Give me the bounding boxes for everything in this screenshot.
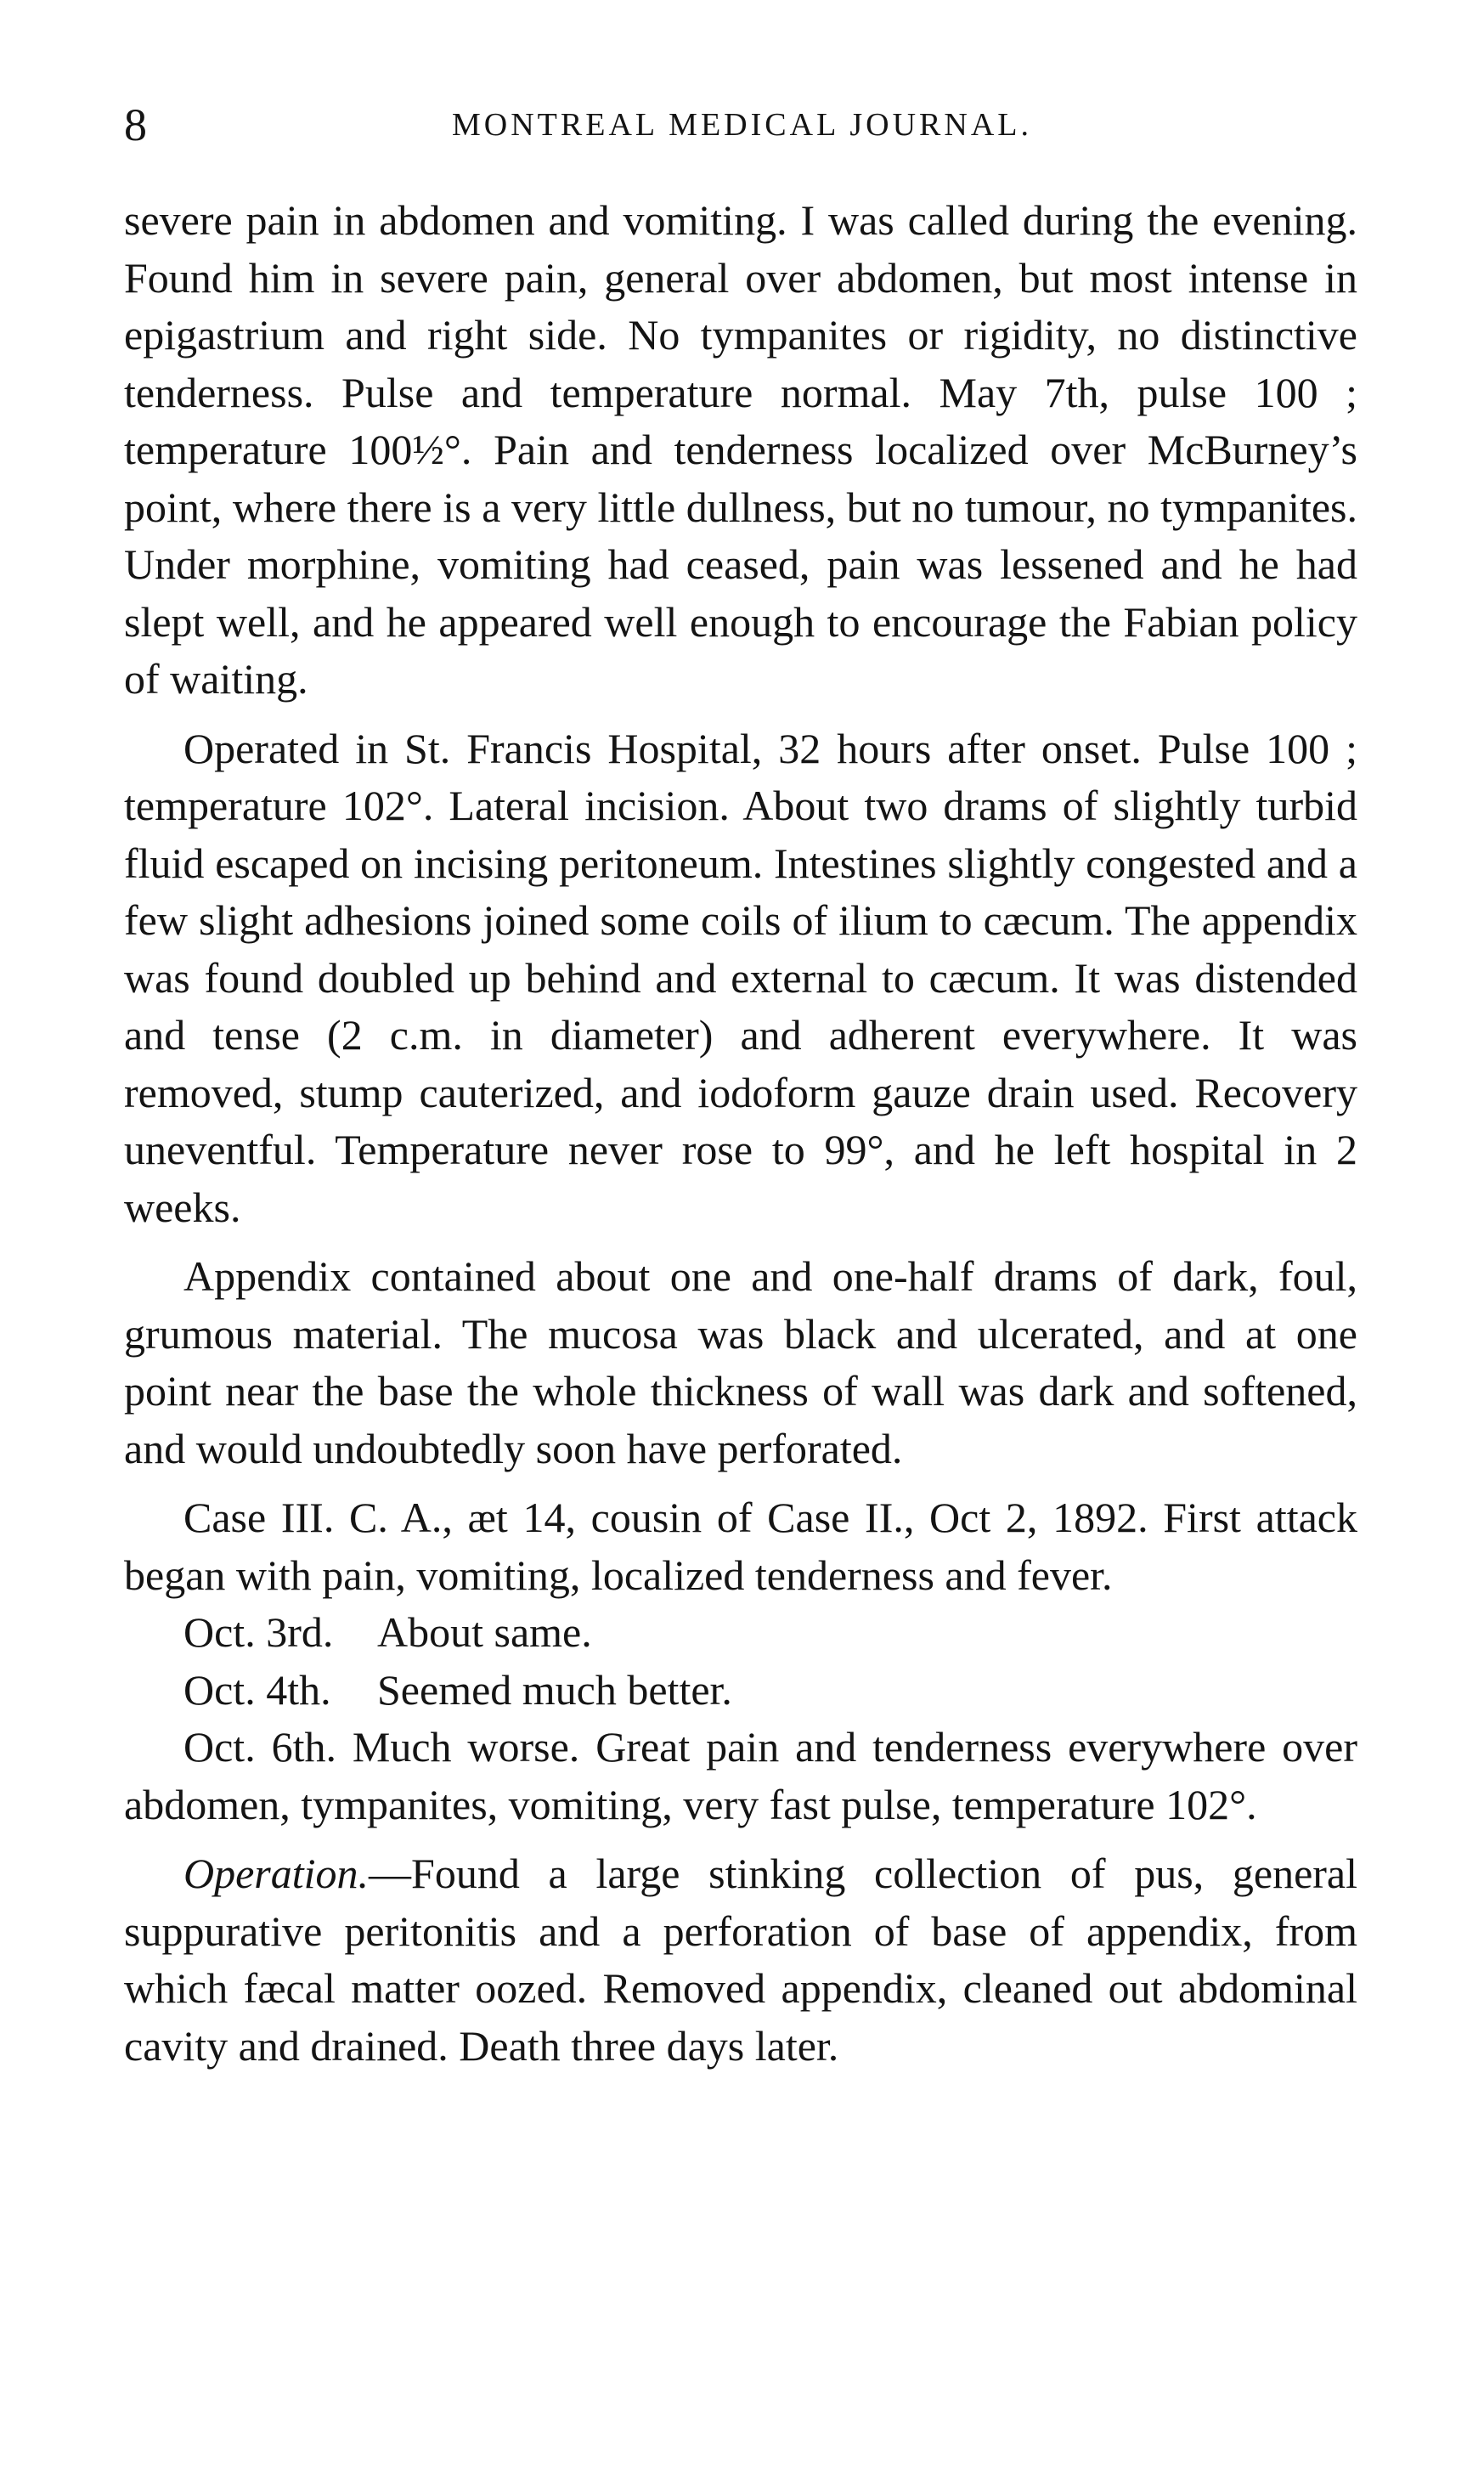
paragraph-case-ii-operation: Operated in St. Francis Hospital, 32 hours after onset. Pulse 100 ; temperature 102°. Lateral incision. About two drams of slightly turbid fluid escaped on incising peritoneum. Intestines slightly congested and a few slight adhesions joined some coils of ilium to cæcum. The appendix was found doubled up behind and external to cæcum. It was distended and tense (2 c.m. in diameter) and adherent everywhere. It was removed, stump cauterized, and iodoform gauze drain used. Recovery uneventful. Temperature never rose to 99°, and he left hospital in 2 weeks. xyxy=(124,724,1357,1231)
paragraph-operation xyxy=(124,1845,1357,2075)
entry-date: Oct. 4th. xyxy=(183,1665,331,1714)
page-header xyxy=(124,95,1360,155)
entry-date: Oct. 3rd. xyxy=(183,1608,334,1656)
article-body xyxy=(124,192,1357,2075)
paragraph-case-ii-history: severe pain in abdomen and vomiting. I was called during the evening. Found him in severe pain, general over abdomen, but most intense in epigastrium and right side. No tympanites or rigidity, no distinctive tenderness. Pulse and temperature normal. May 7th, pulse 100 ; temperature 100½°. Pain and tenderness localized over McBurney’s point, where there is a very little dullness, but no tumour, no tympanites. Under morphine, vomiting had ceased, pain was lessened and he had slept well, and he appeared well enough to encourage the Fabian policy of waiting. xyxy=(124,196,1357,703)
page-number: 8 xyxy=(124,99,147,150)
paragraph-oct-6: Oct. 6th. Much worse. Great pain and tenderness everywhere over abdomen, tympanites, vomiting, very fast pulse, temperature 102°. xyxy=(124,1723,1357,1828)
running-title: MONTREAL MEDICAL JOURNAL. xyxy=(452,107,1032,143)
entry-text: Seemed much better. xyxy=(377,1665,732,1714)
entry-oct-4 xyxy=(124,1662,1357,1720)
operation-heading: Operation. xyxy=(183,1850,370,1897)
entry-text: About same. xyxy=(377,1608,592,1656)
paragraph-appendix-findings: Appendix contained about one and one-half drams of dark, foul, grumous material. The mucosa was black and ulcerated, and at one point near the base the whole thickness of wall was dark and softened, and would undoubtedly soon have perforated. xyxy=(124,1252,1357,1472)
operation-text: —Found a large stinking collection of pus, general suppurative peritonitis and a perforation of base of appendix, from which fæcal matter oozed. Removed appendix, cleaned out abdominal cavity and drained. Death three days later. xyxy=(124,1850,1357,2070)
paragraph-case-iii-intro: Case III. C. A., æt 14, cousin of Case II., Oct 2, 1892. First attack began with pain, vomiting, localized tenderness and fever. xyxy=(124,1494,1357,1599)
entry-oct-3 xyxy=(124,1604,1357,1662)
